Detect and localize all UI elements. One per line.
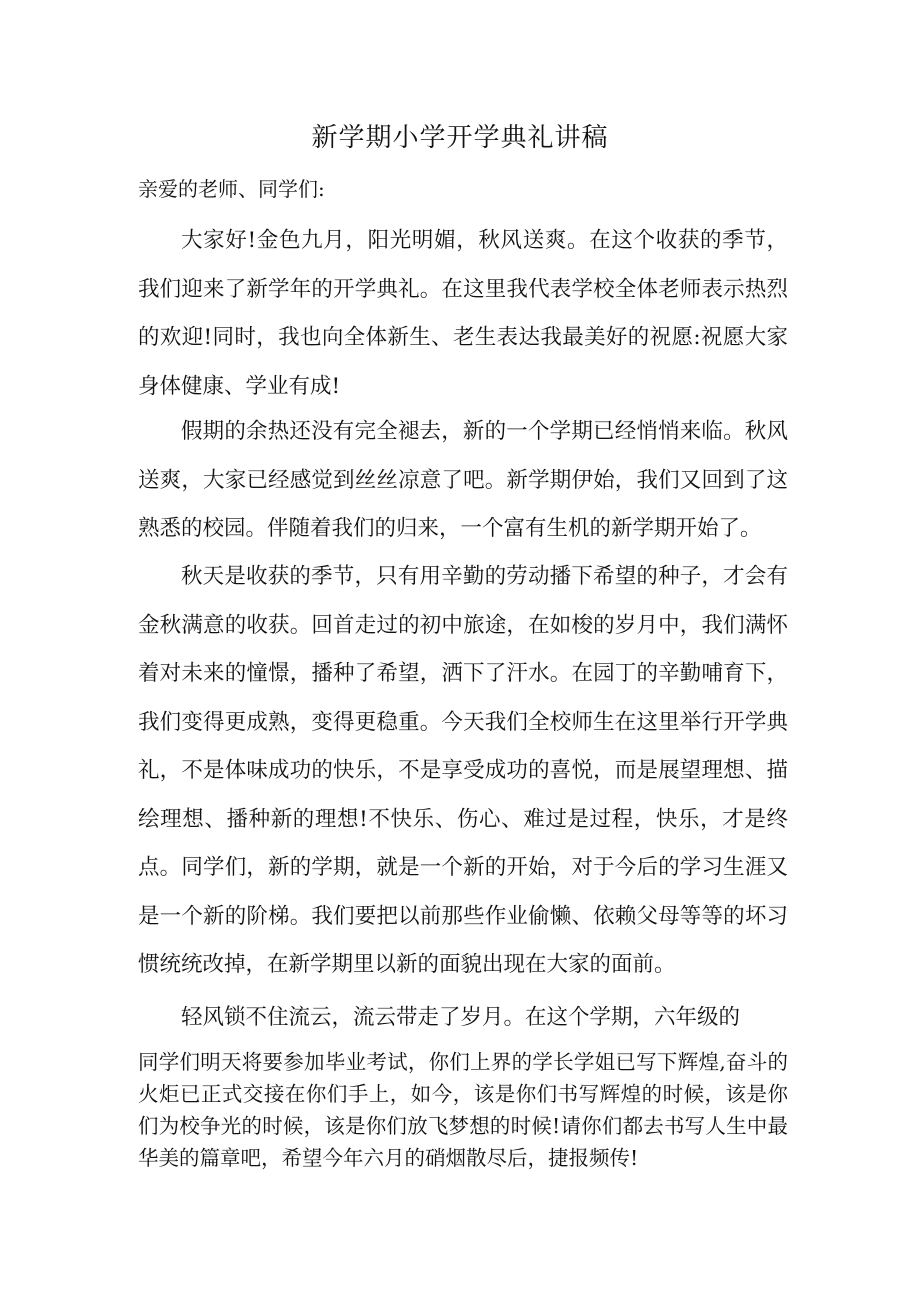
document-title: 新学期小学开学典礼讲稿 — [311, 123, 609, 153]
paragraph-breeze: 轻风锁不住流云，流云带走了岁月。在这个学期，六年级的 — [181, 1005, 741, 1030]
paragraph-autumn: 秋天是收获的季节，只有用辛勤的劳动播下希望的种子，才会有金秋满意的收获。回首走过的初中旅途，在如梭的岁月中，我们满怀着对未来的憧憬，播种了希望，洒下了汗水。在园丁的辛勤哺育下，我们变得更成熟，变得更稳重。今天我们全校师生在这里举行开学典礼，不是体味成功的快乐，不是享受成功的喜悦，而是展望理想、描绘理想、播种新的理想!不快乐、伤心、难过是过程，快乐，才是终点。同学们，新的学期，就是一个新的开始，对于今后的学习生涯又是一个新的阶梯。我们要把以前那些作业偷懒、依赖父母等等的坏习惯统统改掉，在新学期里以新的面貌出现在大家的面前。 — [138, 564, 788, 977]
paragraph-holiday: 假期的余热还没有完全褪去，新的一个学期已经悄悄来临。秋风送爽，大家已经感觉到丝丝凉意了吧。新学期伊始，我们又回到了这熟悉的校园。伴随着我们的归来，一个富有生机的新学期开始了。 — [138, 419, 788, 541]
salutation: 亲爱的老师、同学们: — [138, 177, 325, 201]
paragraph-graduates: 同学们明天将要参加毕业考试，你们上界的学长学姐已写下辉煌,奋斗的火炬已正式交接在你们手上，如今，该是你们书写辉煌的时候，该是你们为校争光的时候，该是你们放飞梦想的时候!请你们都去书写人生中最华美的篇章吧，希望今年六月的硝烟散尽后，捷报频传! — [138, 1050, 788, 1170]
paragraph-greeting: 大家好!金色九月，阳光明媚，秋风送爽。在这个收获的季节，我们迎来了新学年的开学典礼。在这里我代表学校全体老师表示热烈的欢迎!同时，我也向全体新生、老生表达我最美好的祝愿:祝愿大家身体健康、学业有成! — [138, 228, 788, 399]
